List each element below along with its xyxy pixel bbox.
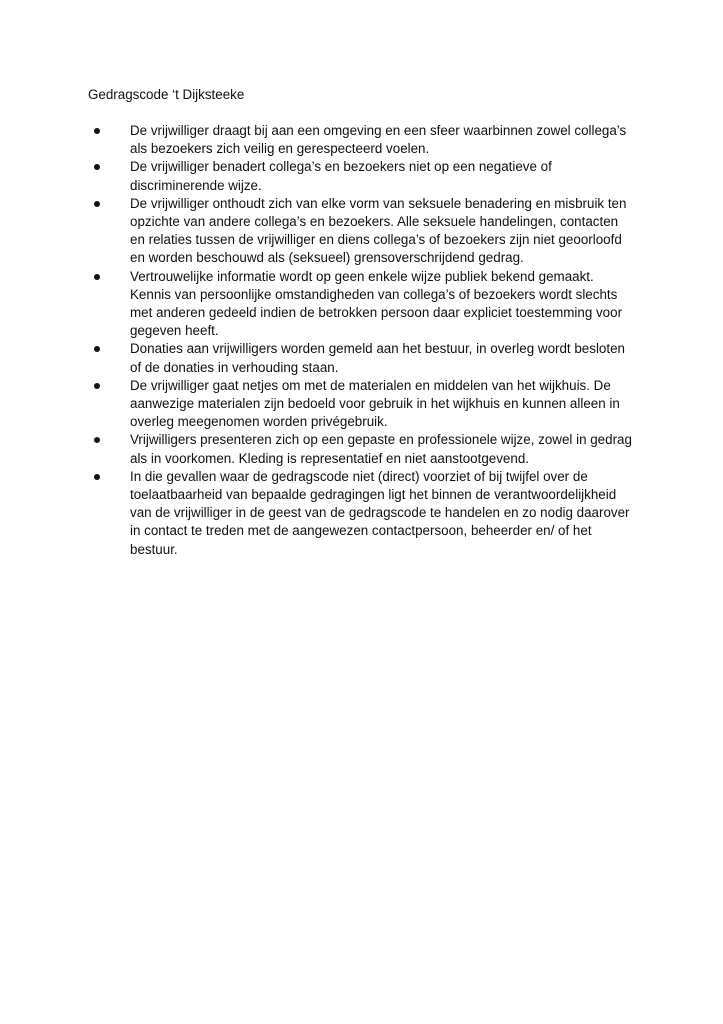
bullet-icon [94,274,100,280]
list-item-text: De vrijwilliger benadert collega’s en bezoekers niet op een negatieve of discriminerende wijze. [130,159,552,193]
list-item [94,158,634,194]
bullet-icon [94,201,100,207]
list-item [94,195,634,268]
list-item-text: De vrijwilliger draagt bij aan een omgeving en een sfeer waarbinnen zowel collega’s als bezoekers zich veilig en gerespecteerd voelen. [130,123,627,157]
list-item-text: Vertrouwelijke informatie wordt op geen enkele wijze publiek bekend gemaakt. Kennis van persoonlijke omstandigheden van collega’s of bezoekers wordt slechts met anderen gedeeld indien de betrokken persoon daar expliciet toestemming voor gegeven heeft. [130,268,623,339]
list-item [94,268,634,341]
bullet-icon [94,383,100,389]
list-item [94,340,634,376]
list-item-text: Vrijwilligers presenteren zich op een gepaste en professionele wijze, zowel in gedrag als in voorkomen. Kleding is representatief en niet aanstootgevend. [130,432,632,466]
list-item-text: De vrijwilliger onthoudt zich van elke vorm van seksuele benadering en misbruik ten opzichte van andere collega’s en bezoekers. Alle seksuele handelingen, contacten en relaties tussen de vrijwilliger en diens collega’s of bezoekers zijn niet geoorloofd en worden beschouwd als (seksueel) grensoverschrijdend gedrag. [130,195,627,266]
list-item [94,377,634,432]
bullet-icon [94,437,100,443]
list-item-text: Donaties aan vrijwilligers worden gemeld aan het bestuur, in overleg wordt besloten of de donaties in verhouding staan. [130,341,625,375]
list-item [94,431,634,467]
document-title: Gedragscode ‘t Dijksteeke [88,87,245,102]
list-item-text: In die gevallen waar de gedragscode niet (direct) voorziet of bij twijfel over de toelaatbaarheid van bepaalde gedragingen ligt het binnen de verantwoordelijkheid van de vrijwilliger in de geest van de gedragscode te handelen en zo nodig daarover in contact te treden met de aangewezen contactpersoon, beheerder en/ of het bestuur. [130,468,630,557]
code-of-conduct-list [94,122,634,559]
list-item [94,468,634,559]
bullet-icon [94,346,100,352]
bullet-icon [94,128,100,134]
list-item-text: De vrijwilliger gaat netjes om met de materialen en middelen van het wijkhuis. De aanwezige materialen zijn bedoeld voor gebruik in het wijkhuis en kunnen alleen in overleg meegenomen worden privégebruik. [130,377,620,430]
bullet-icon [94,474,100,480]
bullet-icon [94,164,100,170]
list-item [94,122,634,158]
